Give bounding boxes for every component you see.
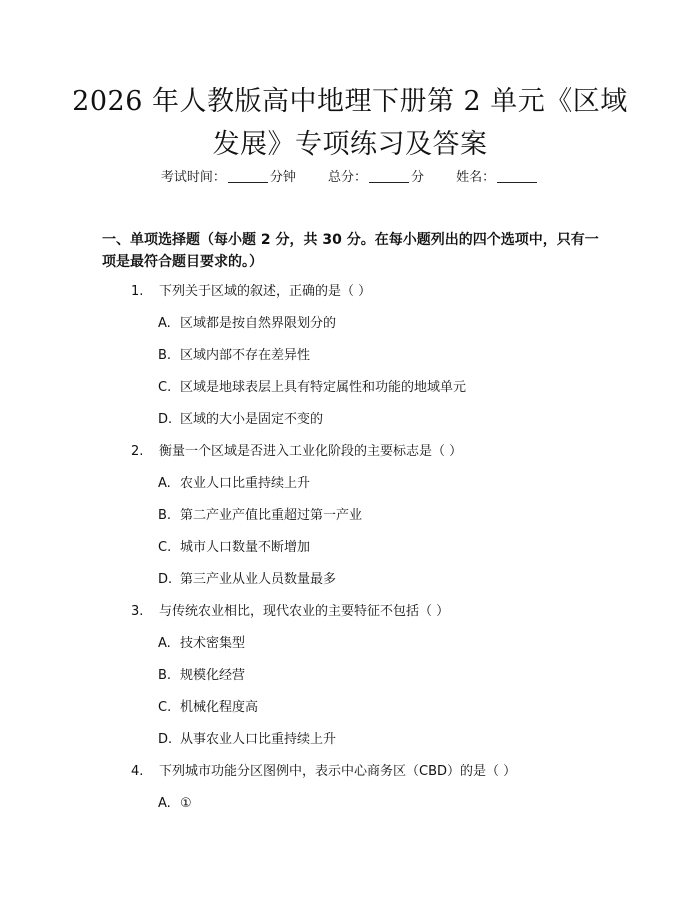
q1-option-a xyxy=(158,314,336,334)
option-letter: C. xyxy=(158,380,172,395)
question-number: 3. xyxy=(131,604,144,619)
option-letter: A. xyxy=(158,796,171,811)
option-letter: D. xyxy=(158,572,173,587)
question-2 xyxy=(131,442,462,462)
exam-time-label: 考试时间： xyxy=(160,170,226,185)
option-text: 城市人口数量不断增加 xyxy=(180,540,311,555)
option-letter: C. xyxy=(158,700,172,715)
question-number: 4. xyxy=(131,764,144,779)
option-text: 区域是地球表层上具有特定属性和功能的地域单元 xyxy=(180,380,467,395)
question-1 xyxy=(131,282,371,302)
q1-option-b xyxy=(158,346,310,366)
q2-option-a xyxy=(158,474,310,494)
option-letter: D. xyxy=(158,732,173,747)
title-line-1: 2026 年人教版高中地理下册第 2 单元《区域 xyxy=(72,86,628,117)
option-letter: A. xyxy=(158,316,171,331)
option-letter: B. xyxy=(158,348,172,363)
option-text: 农业人口比重持续上升 xyxy=(180,476,311,491)
exam-time-field xyxy=(161,170,300,185)
student-name-label: 姓名： xyxy=(456,170,496,185)
exam-meta xyxy=(0,168,700,188)
question-number: 2. xyxy=(131,444,144,459)
question-3 xyxy=(131,602,449,622)
question-number: 1. xyxy=(131,284,144,299)
question-stem: 下列城市功能分区图例中，表示中心商务区（CBD）的是（ ） xyxy=(159,764,517,779)
question-stem: 衡量一个区域是否进入工业化阶段的主要标志是（ ） xyxy=(159,444,463,459)
option-letter: B. xyxy=(158,668,172,683)
question-stem: 下列关于区域的叙述，正确的是（ ） xyxy=(159,284,372,299)
exam-time-blank xyxy=(228,168,268,183)
q1-option-d xyxy=(158,410,323,430)
student-name-field xyxy=(456,170,539,185)
document-title xyxy=(60,80,640,166)
q3-option-b xyxy=(158,666,245,686)
option-text: 规模化经营 xyxy=(180,668,246,683)
option-text: 区域的大小是固定不变的 xyxy=(180,412,324,427)
option-text: 区域都是按自然界限划分的 xyxy=(180,316,337,331)
option-text: 区域内部不存在差异性 xyxy=(180,348,311,363)
total-score-field xyxy=(328,170,428,185)
total-score-label: 总分： xyxy=(327,170,367,185)
question-4 xyxy=(131,762,516,782)
option-letter: B. xyxy=(158,508,172,523)
total-score-blank xyxy=(369,168,409,183)
option-text: 第三产业从业人员数量最多 xyxy=(180,572,337,587)
option-text: 从事农业人口比重持续上升 xyxy=(180,732,337,747)
exam-time-unit: 分钟 xyxy=(269,170,296,185)
q3-option-c xyxy=(158,698,258,718)
option-letter: A. xyxy=(158,476,171,491)
q1-option-c xyxy=(158,378,466,398)
option-text: ① xyxy=(180,796,192,811)
q3-option-d xyxy=(158,730,336,750)
question-stem: 与传统农业相比，现代农业的主要特征不包括（ ） xyxy=(159,604,450,619)
q4-option-a xyxy=(158,794,192,814)
q3-option-a xyxy=(158,634,245,654)
option-letter: C. xyxy=(158,540,172,555)
option-text: 第二产业产值比重超过第一产业 xyxy=(180,508,363,523)
q2-option-d xyxy=(158,570,336,590)
option-text: 机械化程度高 xyxy=(180,700,259,715)
section-heading: 一、单项选择题（每小题 2 分，共 30 分。在每小题列出的四个选项中，只有一项是最符合题目要求的。） xyxy=(102,232,599,270)
q2-option-b xyxy=(158,506,362,526)
option-letter: D. xyxy=(158,412,173,427)
q2-option-c xyxy=(158,538,310,558)
option-text: 技术密集型 xyxy=(180,636,246,651)
option-letter: A. xyxy=(158,636,171,651)
student-name-blank xyxy=(497,168,537,183)
title-line-2: 发展》专项练习及答案 xyxy=(212,129,488,160)
total-score-unit: 分 xyxy=(411,170,425,185)
